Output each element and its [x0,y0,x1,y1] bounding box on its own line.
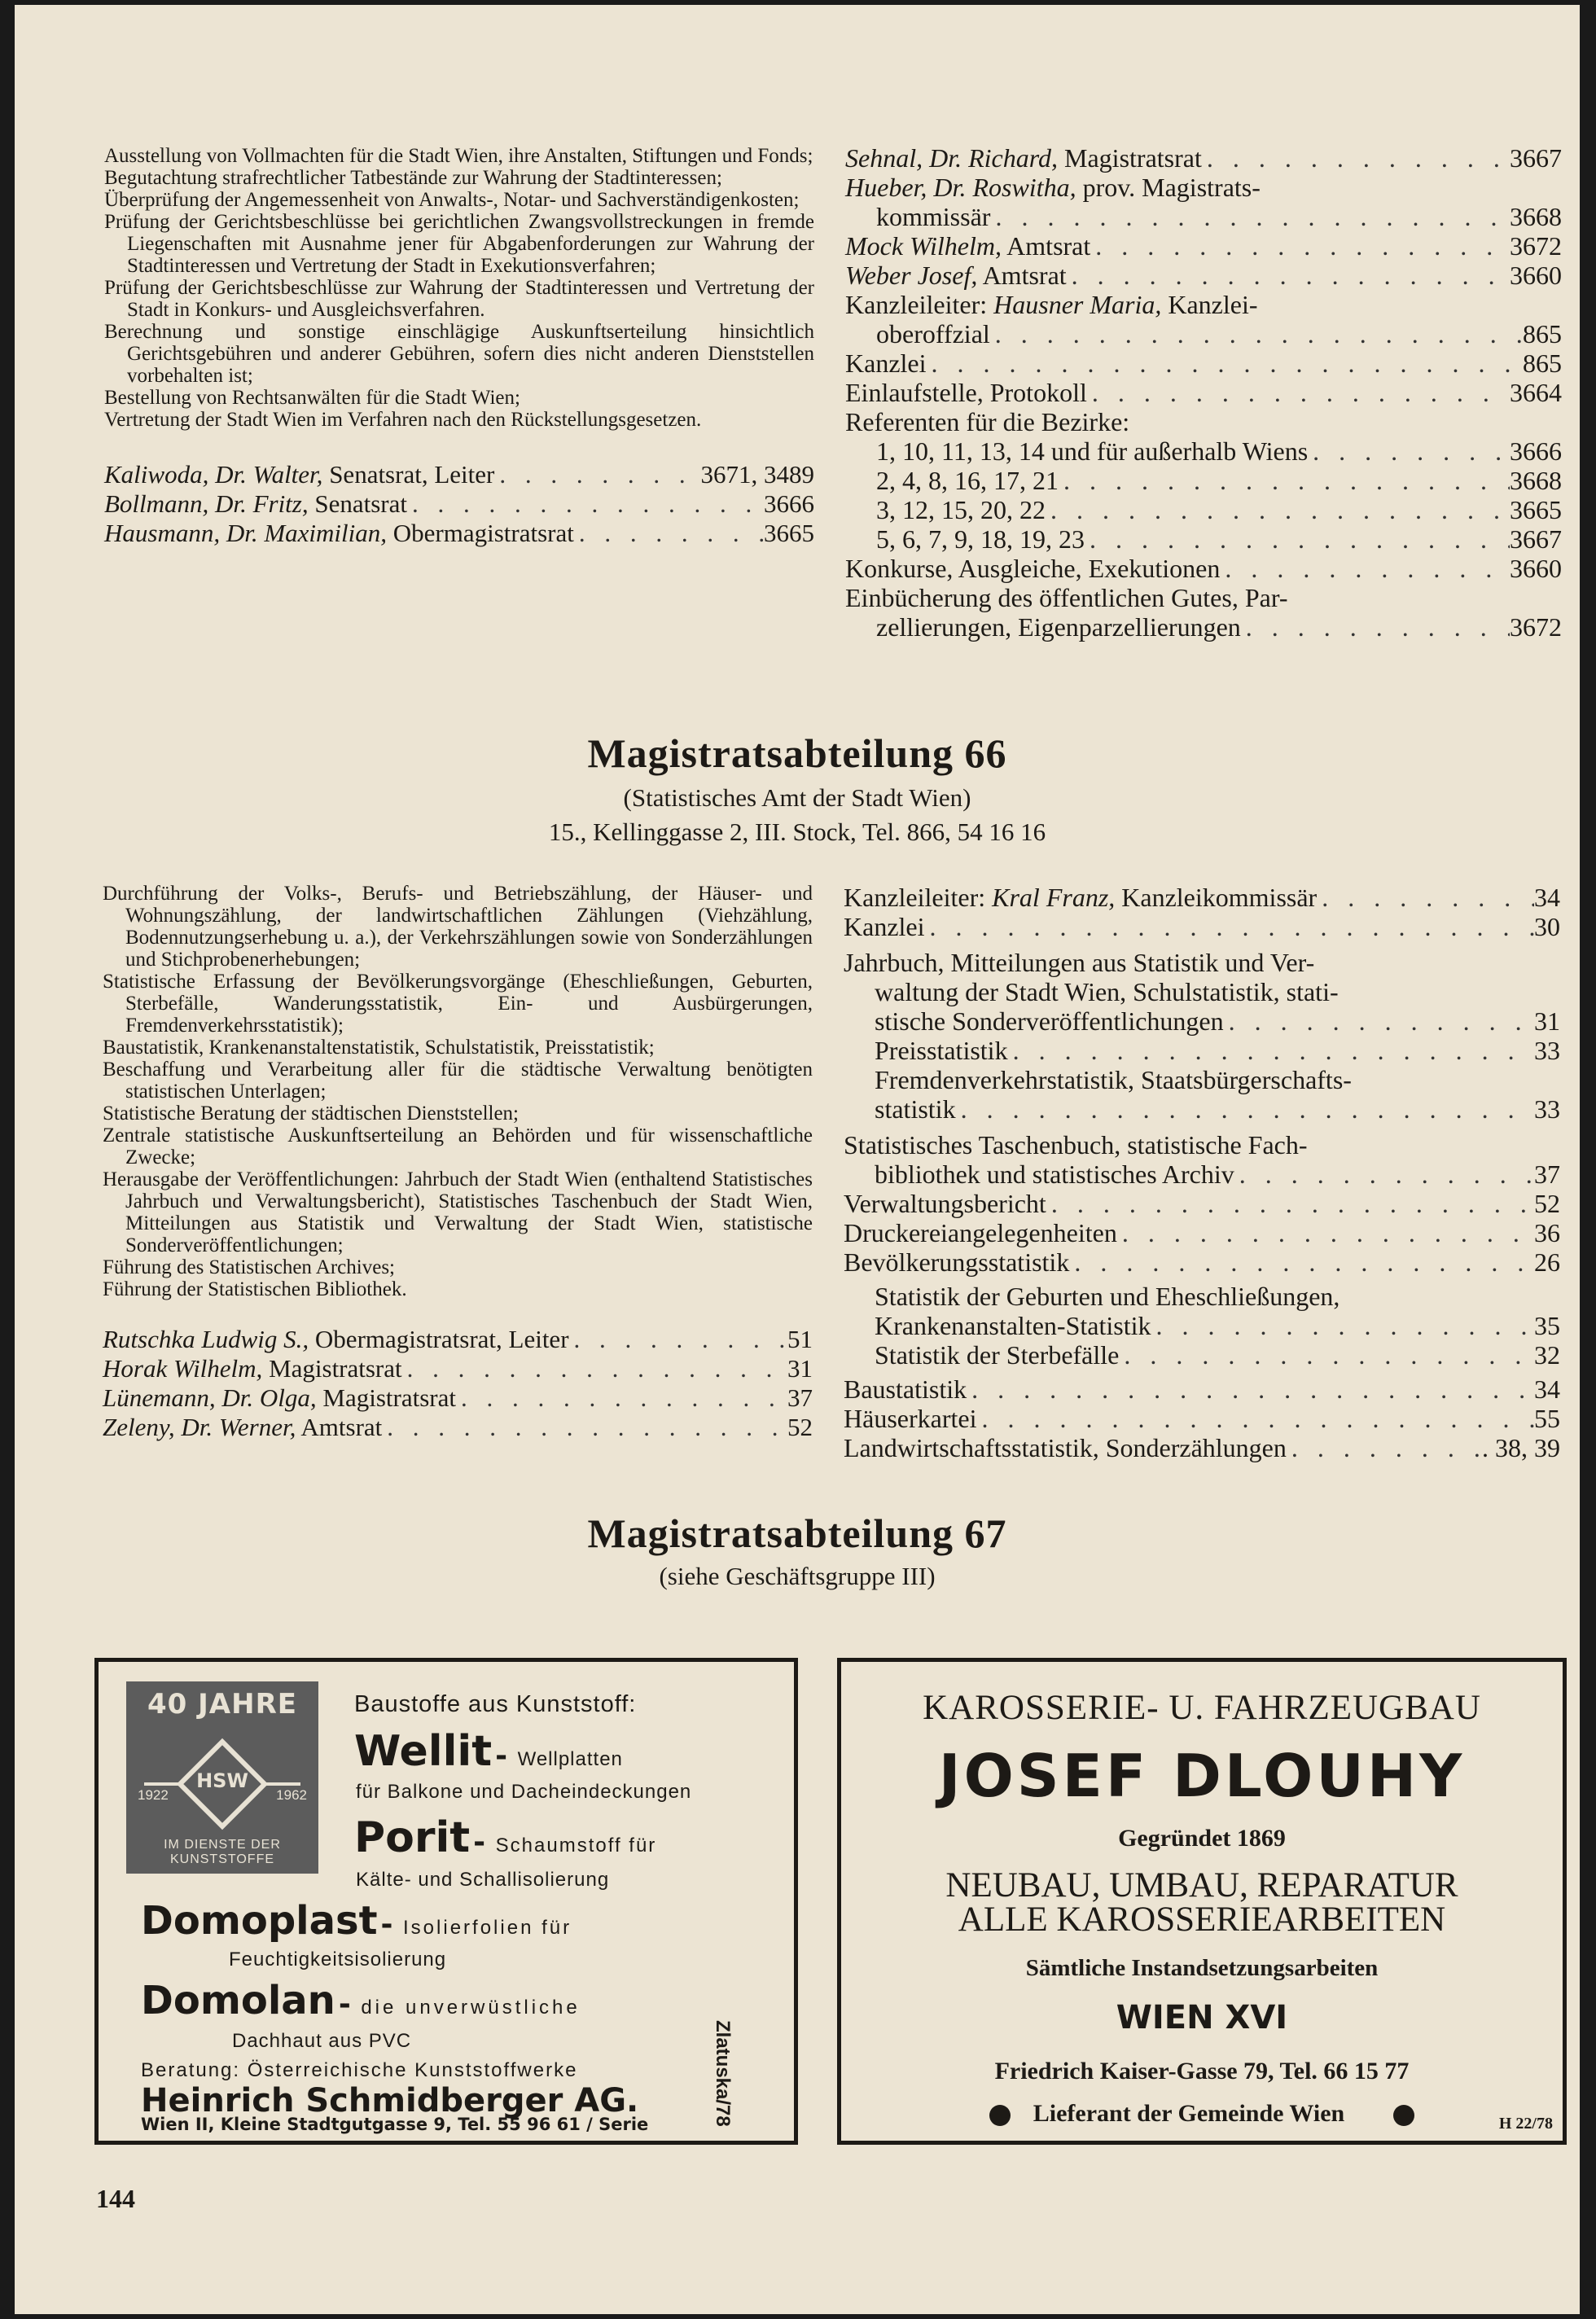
duty-item: Führung der Statistischen Bibliothek. [103,1278,407,1300]
leader-dots [1046,495,1510,524]
leader-dots [1059,466,1510,495]
duty-item: Führung des Statistischen Archives; [103,1256,395,1278]
leader-dots [1085,524,1510,554]
section-title: Magistratsabteilung 67 [587,1510,1007,1556]
staff-label [104,460,494,489]
entry-referenten: Referenten für die Bezirke: [845,407,1130,436]
staff-label [103,1383,456,1413]
page-number: 144 [96,2184,135,2213]
section-address: 15., Kellinggasse 2, III. Stock, Tel. 866, 54 16 16 [548,818,1046,846]
staff-entry [104,460,814,489]
staff-entry [103,1413,813,1442]
staff-name: Zeleny, Dr. Werner, [103,1413,296,1441]
ma66-landwirtschaft: Landwirtschaftsstatistik, Sonderzählungen . . . . 38, 39 [844,1433,1560,1462]
duty-item: Überprüfung der Angemessenheit von Anwalts-, Notar- und Sachverständigenkosten; [104,189,800,211]
leader-dots [456,1383,787,1413]
advert-founded: Gegründet 1869 [1118,1825,1286,1852]
logo-bottom: IM DIENSTE DER KUNSTSTOFFE [164,1838,281,1866]
top-right-column [845,143,1562,642]
leader-dots [569,1325,787,1354]
duties-list [104,145,814,431]
staff-entry [103,1325,813,1354]
duty-item: Statistische Beratung der städtischen Dienststellen; [103,1103,519,1124]
document-page [15,5,1580,2314]
ma66-haeuserkartei: Häuserkartei . . . 55 [844,1404,1560,1433]
advert-line3: ALLE KAROSSERIEARBEITEN [958,1900,1446,1939]
staff-label [104,489,407,519]
leader-dots [494,460,700,489]
ma66-kanzleileiter: Kanzleileiter: Kral Franz, Kanzleikommissär . . . 34 [844,883,1560,912]
advert-supplier-row: Lieferant der Gemeinde Wien [841,2100,1563,2128]
district-entry [845,524,1562,554]
advert-dlouhy [837,1658,1567,2145]
district-label: 5, 6, 7, 9, 18, 19, 23 [876,524,1085,554]
ma66-fremdenverkehr: Fremdenverkehrstatistik, Staatsbürgerschafts- statistik . . . 33 [844,1065,1560,1124]
entry-sehnal: Sehnal, Dr. Richard, Magistratsrat . . . 3667 [845,143,1562,173]
logo-mark: HSW [196,1769,248,1792]
district-list [845,436,1562,554]
entry-weber: Weber Josef, Amtsrat . . . 3660 [845,261,1562,290]
product-domolan: Domolan - die unverwüstliche [141,1978,581,2023]
entry-einbuecherung-cont: zellierungen, Eigenparzellierungen . . . 3672 [845,612,1562,642]
leader-dots [402,1354,787,1383]
duty-item: Zentrale statistische Auskunftserteilung an Behörden und für wissenschaftliche Zwecke; [103,1124,813,1168]
staff-name: Horak Wilhelm, [103,1354,263,1383]
entry-mock: Mock Wilhelm, Amtsrat . . . 3672 [845,231,1562,261]
entry-kanzleileiter-cont: oberoffzial . . . 865 [845,319,1562,349]
district-entry [845,495,1562,524]
staff-label [103,1413,382,1442]
staff-name: Hausmann, Dr. Maximilian, [104,519,388,547]
section-subtitle: (siehe Geschäftsgruppe III) [659,1562,936,1590]
duty-item: Herausgabe der Veröffentlichungen: Jahrbuch der Stadt Wien (enthaltend Statistisches Jahrbuch und Verwaltungsbericht), Statistisches Taschenbuch der Stadt Wien, Mitteilungen aus Statistik und Verwaltung der Stadt Wien, statistische Sonderveröffentlichungen; [103,1168,813,1256]
duty-item: Beschaffung und Verarbeitung aller für die städtische Verwaltung benötigten statistischen Unterlagen; [103,1059,813,1103]
staff-role: Senatsrat [314,489,407,518]
bullet-icon [989,2105,1011,2126]
district-entry [845,466,1562,495]
duty-item: Statistische Erfassung der Bevölkerungsvorgänge (Eheschließungen, Geburten, Sterbefälle, Wanderungsstatistik, Ein- und Ausbürgerungen, Fremdenverkehrsstatistik); [103,971,813,1037]
logo-top: 40 JAHRE [147,1688,297,1721]
ma66-header [15,730,1580,847]
advert-name: JOSEF DLOUHY [938,1742,1466,1810]
phone-number: 3666 [764,489,814,518]
ma66-kanzlei: Kanzlei . . . 30 [844,912,1560,941]
staff-role: Senatsrat, Leiter [329,460,495,489]
duties-list [103,883,813,1300]
entry-konkurse: Konkurse, Ausgleiche, Exekutionen . . . 3660 [845,554,1562,583]
bullet-icon [1393,2105,1414,2126]
advert-line4: Sämtliche Instandsetzungsarbeiten [1025,1955,1379,1981]
duty-item: Vertretung der Stadt Wien im Verfahren nach den Rückstellungsgesetzen. [104,409,702,431]
entry-einbuecherung: Einbücherung des öffentlichen Gutes, Par- [845,583,1288,612]
staff-name: Rutschka Ludwig S., [103,1325,309,1353]
staff-label [103,1354,402,1383]
duty-item: Prüfung der Gerichtsbeschlüsse zur Wahrung der Stadtinteressen und Vertretung der Stadt in Konkurs- und Ausgleichsverfahren. [104,277,814,321]
phone-number: 3667 [1510,524,1562,554]
staff-role: Magistratsrat [269,1354,402,1383]
top-left-column [104,145,814,548]
logo-badge [126,1681,318,1874]
district-label: 2, 4, 8, 16, 17, 21 [876,466,1059,495]
advert-beratung: Beratung: Österreichische Kunststoffwerke [141,2059,578,2081]
section-subtitle: (Statistisches Amt der Stadt Wien) [623,783,971,812]
staff-list [103,1325,813,1442]
staff-role: Amtsrat [300,1413,383,1441]
ma67-header [15,1510,1580,1591]
staff-entry [104,489,814,519]
product-wellit: Wellit - Wellplatten [354,1727,623,1776]
staff-label [103,1325,569,1354]
product-porit: Porit - Schaumstoff für [354,1813,657,1862]
staff-name: Lünemann, Dr. Olga, [103,1383,317,1412]
duty-item: Berechnung und sonstige einschlägige Auskunftserteilung hinsichtlich Gerichtsgebühren und anderer Gebühren, sofern dies nicht anderen Dienststellen vorbehalten ist; [104,321,814,387]
staff-role: Obermagistratsrat [392,519,574,547]
phone-number: 31 [787,1354,813,1383]
phone-number: 3665 [1510,495,1562,524]
district-entry [845,436,1562,466]
advert-city: WIEN XVI [1116,1999,1288,2036]
entry-hueber: Hueber, Dr. Roswitha, prov. Magistrats- [845,173,1261,202]
district-label: 3, 12, 15, 20, 22 [876,495,1046,524]
staff-label [104,519,574,548]
advert-code: H 22/78 [1498,2115,1553,2133]
staff-role: Obermagistratsrat, Leiter [314,1325,569,1353]
staff-entry [103,1354,813,1383]
staff-name: Bollmann, Dr. Fritz, [104,489,309,518]
duty-item: Bestellung von Rechtsanwälten für die Stadt Wien; [104,387,520,409]
ma66-taschenbuch: Statistisches Taschenbuch, statistische Fach- bibliothek und statistisches Archiv . . . 37 [844,1130,1560,1189]
leader-dots [407,489,764,519]
duty-item: Begutachtung strafrechtlicher Tatbestände zur Wahrung der Stadtinteressen; [104,167,722,189]
advert-heading: Baustoffe aus Kunststoff: [354,1691,637,1717]
staff-list [104,460,814,548]
entry-hueber-cont: kommissär . . . 3668 [845,202,1562,231]
duty-item: Ausstellung von Vollmachten für die Stadt Wien, ihre Anstalten, Stiftungen und Fonds; [104,145,813,167]
phone-number: 51 [787,1325,813,1353]
ma66-druckerei: Druckereiangelegenheiten . . . 36 [844,1218,1560,1247]
staff-entry [103,1383,813,1413]
ma66-right-column [844,883,1560,1462]
duty-item: Prüfung der Gerichtsbeschlüsse bei gerichtlichen Zwangsvollstreckungen in fremde Liegenschaften mit Ausnahme jener für Abgabenforderungen zur Wahrung der Stadtinteressen und Vertretung der Stadt in Exekutionsverfahren; [104,211,814,277]
advert-side-code: Zlatuska/78 [712,2020,734,2127]
staff-entry [104,519,814,548]
advert-company: Heinrich Schmidberger AG. [141,2082,639,2120]
ma66-baustatistik: Baustatistik . . . 34 [844,1374,1560,1404]
staff-role: Magistratsrat [322,1383,456,1412]
advert-kunststoff: 40 JAHRE HSW 1922 1962 IM DIENSTE DER KUNSTSTOFFE Baustoffe aus Kunststoff: Wellit - Wellplatten für Balkone und Dacheindeckungen Porit - Schaumstoff für Kälte- und Schallisolierung Domoplast - Isolierfolien für Feuchtigkeitsisolierung Domolan - die unverwüstliche Dachhaut aus PVC Beratung: Österreichische Kunststoffwerke Heinrich Schmidberger AG. Wien II, Kleine Stadtgutgasse 9, Tel. 55 96 61 / Serie Zlatuska/78 [94,1658,798,2145]
advert-address: Wien II, Kleine Stadtgutgasse 9, Tel. 55 96 61 / Serie [141,2115,649,2134]
ma66-bevoelkerung: Bevölkerungsstatistik . . . 26 [844,1247,1560,1277]
leader-dots [382,1413,787,1442]
staff-name: Kaliwoda, Dr. Walter, [104,460,323,489]
phone-number: 3666 [1510,436,1562,466]
ma66-preisstatistik: Preisstatistik . . . 33 [844,1036,1560,1065]
ma66-verwaltungsbericht: Verwaltungsbericht . . . 52 [844,1189,1560,1218]
phone-number: 3665 [764,519,814,547]
phone-number: 52 [787,1413,813,1441]
advert-line2: NEUBAU, UMBAU, REPARATUR [945,1866,1458,1905]
phone-number: 37 [787,1383,813,1412]
advert-address: Friedrich Kaiser-Gasse 79, Tel. 66 15 77 [994,2058,1410,2084]
district-label: 1, 10, 11, 13, 14 und für außerhalb Wiens [876,436,1309,466]
entry-kanzlei: Kanzlei . . . 865 [845,349,1562,378]
entry-kanzleileiter: Kanzleileiter: Hausner Maria, Kanzlei- [845,290,1258,319]
logo-year-left: 1922 [138,1787,169,1803]
ma66-sterbefaelle: Statistik der Sterbefälle . . . 32 [844,1340,1560,1370]
product-domoplast: Domoplast - Isolierfolien für [141,1898,572,1944]
logo-year-right: 1962 [276,1787,307,1803]
ma66-geburten: Statistik der Geburten und Eheschließungen, Krankenanstalten-Statistik . . . 35 [844,1282,1560,1340]
leader-dots [1308,436,1510,466]
leader-dots [574,519,764,548]
duty-item: Durchführung der Volks-, Berufs- und Betriebszählung, der Häuser- und Wohnungszählung, der landwirtschaftlichen Zählungen (Viehzählung, Bodennutzungserhebung u. a.), der Verkehrszählungen sowie von Sonderzählungen und Stichprobenerhebungen; [103,883,813,971]
ma66-left-column [103,883,813,1442]
phone-number: 3668 [1510,466,1562,495]
section-title: Magistratsabteilung 66 [587,730,1007,776]
duty-item: Baustatistik, Krankenanstaltenstatistik, Schulstatistik, Preisstatistik; [103,1037,655,1059]
advert-line1: KAROSSERIE- U. FAHRZEUGBAU [923,1689,1481,1727]
entry-einlaufstelle: Einlaufstelle, Protokoll . . . 3664 [845,378,1562,407]
ma66-jahrbuch: Jahrbuch, Mitteilungen aus Statistik und Ver- waltung der Stadt Wien, Schulstatistik, stati- stische Sonderveröffentlichungen . . . 31 [844,948,1560,1036]
phone-number: 3671, 3489 [700,460,814,489]
